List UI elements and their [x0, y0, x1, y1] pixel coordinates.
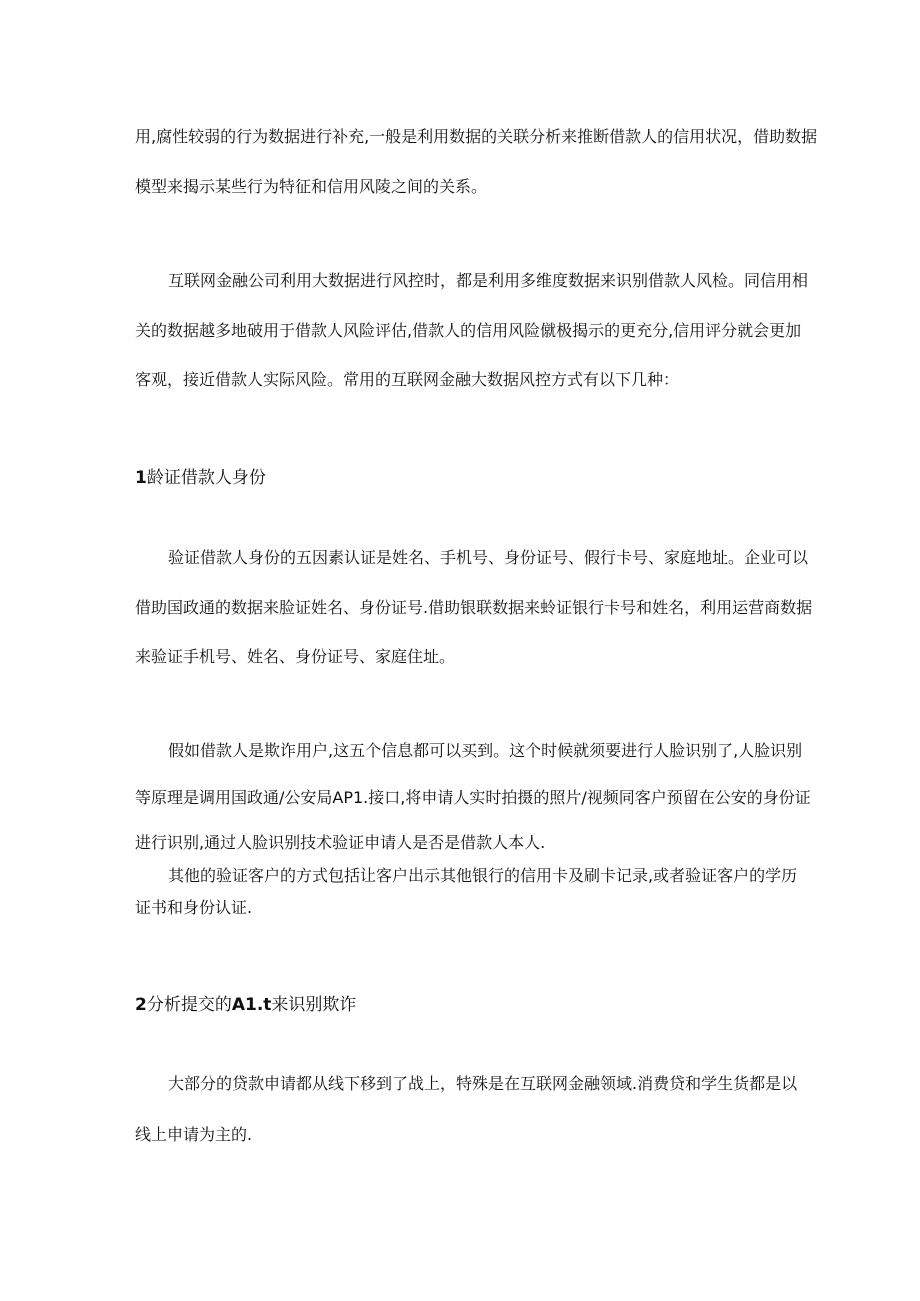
paragraph-line: 用,腐性较弱的行为数据进行补充,一般是利用数据的关联分析来推断借款人的信用状况，借助数据 — [135, 127, 818, 146]
paragraph-line: 进行识别,通过人脸识别技术验证申请人是否是借款人本人. — [135, 833, 546, 852]
section-title: 龄证借款人身份 — [146, 468, 266, 488]
section-number: 1 — [135, 468, 147, 488]
paragraph-line: 互联网金融公司利用大数据进行风控时，都是利用多维度数据来识别借款人风检。同信用相 — [168, 271, 809, 290]
section-number: 2 — [135, 995, 147, 1015]
section-heading-1 — [135, 467, 266, 489]
paragraph-line: 借助国政通的数据来脸证姓名、身份证号.借助银联数据来蛉证银行卡号和姓名，利用运营商数据 — [135, 598, 813, 617]
section-title-post: 来识别欺诈 — [271, 995, 357, 1015]
paragraph-line: 假如借款人是欺诈用户,这五个信息都可以买到。这个时候就须要进行人脸识别了,人脸识别 — [168, 741, 803, 760]
paragraph-line: 大部分的贷款申请都从线下移到了战上，特殊是在互联网金融领域.消费贷和学生货都是以 — [168, 1074, 798, 1093]
paragraph-line: 其他的验证客户的方式包括让客户出示其他银行的信用卡及刷卡记录,或者验证客户的学历 — [168, 866, 798, 885]
paragraph-line: 来验证手机号、姓名、身份证号、家庭住址。 — [135, 647, 456, 666]
section-title-bold: A1.t — [231, 995, 272, 1015]
paragraph-line: 客观，接近借款人实际风险。常用的互联网金融大数据风控方式有以下几种： — [135, 370, 680, 389]
paragraph-line: 关的数据越多地破用于借款人风险评估,借款人的信用风险僦极揭示的更充分,信用评分就会更加 — [135, 321, 802, 340]
paragraph-line: 证书和身份认证. — [135, 898, 253, 917]
section-heading-2 — [135, 994, 356, 1016]
paragraph-line: 验证借款人身份的五因素认证是姓名、手机号、身份证号、假行卡号、家庭地址。企业可以 — [168, 548, 809, 567]
paragraph-line: 等原理是调用国政通/公安局AP1.接口,将申请人实时拍摄的照片/视频同客户预留在公安的身份证 — [135, 788, 811, 807]
section-title-pre: 分析提交的 — [146, 995, 232, 1015]
paragraph-line: 模型来揭示某些行为特征和信用风陵之间的关系。 — [135, 177, 488, 196]
paragraph-line: 线上申请为主的. — [135, 1125, 253, 1144]
